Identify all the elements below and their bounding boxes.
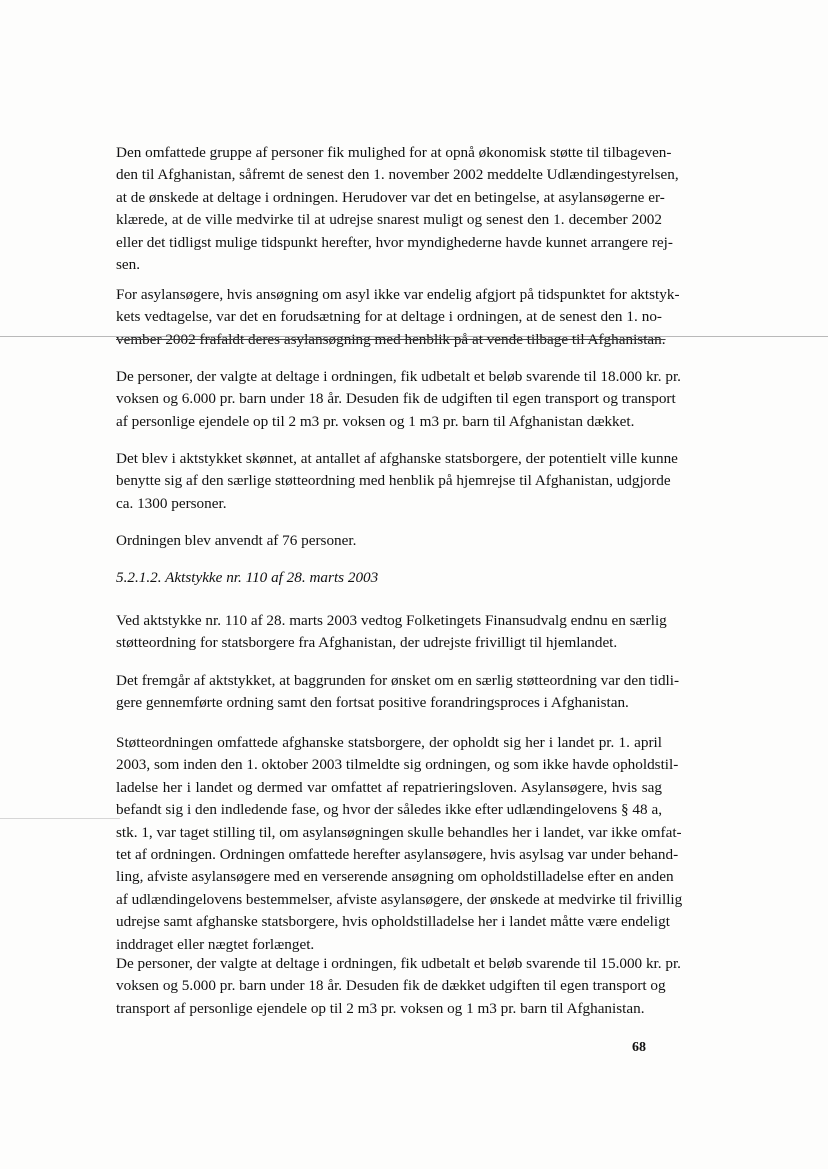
paragraph-line: voksen og 5.000 pr. barn under 18 år. Desuden fik de dækket udgiften til egen transport og bbox=[116, 977, 666, 995]
paragraph-line: De personer, der valgte at deltage i ordningen, fik udbetalt et beløb svarende til 15.000 kr. pr. bbox=[116, 955, 681, 972]
paragraph-line: For asylansøgere, hvis ansøgning om asyl ikke var endelig afgjort på tidspunktet for aktstyk- bbox=[116, 286, 680, 303]
paragraph-7 bbox=[116, 670, 680, 715]
paragraph-line: transport af personlige ejendele op til 2 m3 pr. voksen og 1 m3 pr. barn til Afghanistan. bbox=[116, 999, 645, 1017]
paragraph-line: gere gennemførte ordning samt den fortsat positive forandringsproces i Afghanistan. bbox=[116, 694, 629, 712]
paragraph-8 bbox=[116, 732, 683, 956]
page-number: 68 bbox=[632, 1040, 646, 1055]
paragraph-line: Ordningen blev anvendt af 76 personer. bbox=[116, 532, 357, 549]
paragraph-line: befandt sig i den indledende fase, og hvor der således ikke efter udlændingelovens § 48 a, bbox=[116, 801, 662, 819]
paragraph-line: Den omfattede gruppe af personer fik mulighed for at opnå økonomisk støtte til tilbageven- bbox=[116, 144, 672, 161]
paragraph-5 bbox=[116, 530, 662, 552]
paragraph-line: tet af ordningen. Ordningen omfattede herefter asylansøgere, hvis asylsag var under behand- bbox=[116, 846, 679, 864]
paragraph-line: at de ønskede at deltage i ordningen. Herudover var det en betingelse, at asylansøgerne er- bbox=[116, 188, 665, 206]
paragraph-line: Det blev i aktstykket skønnet, at antallet af afghanske statsborgere, der potentielt ville kunne bbox=[116, 450, 678, 467]
paragraph-line: ladelse her i landet og dermed var omfattet af repatrieringsloven. Asylansøgere, hvis sag bbox=[116, 778, 662, 796]
scan-artifact-line-2 bbox=[0, 818, 120, 819]
paragraph-line: kets vedtagelse, var det en forudsætning for at deltage i ordningen, at de senest den 1. no- bbox=[116, 308, 662, 326]
paragraph-line-struck: vember 2002 frafaldt deres asylansøgning med henblik på at vende tilbage til Afghanistan. bbox=[116, 330, 666, 348]
paragraph-line: voksen og 6.000 pr. barn under 18 år. Desuden fik de udgiften til egen transport og transport bbox=[116, 390, 676, 408]
paragraph-line: De personer, der valgte at deltage i ordningen, fik udbetalt et beløb svarende til 18.000 kr. pr. bbox=[116, 368, 681, 385]
paragraph-1 bbox=[116, 142, 679, 276]
paragraph-line: af udlændingelovens bestemmelser, afviste asylansøgere, der ønskede at medvirke til frivillig bbox=[116, 890, 683, 908]
paragraph-line: Det fremgår af aktstykket, at baggrunden for ønsket om en særlig støtteordning var den tidli- bbox=[116, 672, 680, 689]
paragraph-line: sen. bbox=[116, 256, 141, 274]
paragraph-line: eller det tidligst mulige tidspunkt herefter, hvor myndighederne havde kunnet arrangere rej- bbox=[116, 233, 673, 251]
paragraph-line: Støtteordningen omfattede afghanske statsborgere, der opholdt sig her i landet pr. 1. april bbox=[116, 734, 662, 751]
paragraph-6 bbox=[116, 610, 667, 655]
paragraph-line: inddraget eller nægtet forlænget. bbox=[116, 935, 315, 953]
paragraph-line: støtteordning for statsborgere fra Afghanistan, der udrejste frivilligt til hjemlandet. bbox=[116, 634, 618, 652]
paragraph-line: ca. 1300 personer. bbox=[116, 494, 227, 512]
paragraph-2 bbox=[116, 284, 680, 351]
paragraph-4 bbox=[116, 448, 678, 515]
paragraph-3 bbox=[116, 366, 681, 433]
paragraph-line: klærede, at de ville medvirke til at udrejse snarest muligt og senest den 1. december 2002 bbox=[116, 211, 662, 229]
paragraph-line: af personlige ejendele op til 2 m3 pr. voksen og 1 m3 pr. barn til Afghanistan dækket. bbox=[116, 412, 635, 430]
paragraph-line: stk. 1, var taget stilling til, om asylansøgningen skulle behandles her i landet, var ikke omfat- bbox=[116, 823, 682, 841]
paragraph-line: udrejse samt afghanske statsborgere, hvis opholdstilladelse her i landet måtte være endeligt bbox=[116, 913, 670, 931]
paragraph-9 bbox=[116, 953, 681, 1020]
paragraph-line: 2003, som inden den 1. oktober 2003 tilmeldte sig ordningen, og som ikke havde opholdstil- bbox=[116, 756, 679, 774]
paragraph-line: Ved aktstykke nr. 110 af 28. marts 2003 vedtog Folketingets Finansudvalg endnu en særlig bbox=[116, 612, 667, 629]
paragraph-line: benytte sig af den særlige støtteordning med henblik på hjemrejse til Afghanistan, udgjorde bbox=[116, 472, 671, 490]
section-heading: 5.2.1.2. Aktstykke nr. 110 af 28. marts 2003 bbox=[116, 569, 379, 586]
paragraph-line: ling, afviste asylansøgere med en verserende ansøgning om opholdstilladelse efter en anden bbox=[116, 868, 674, 886]
paragraph-line: den til Afghanistan, såfremt de senest den 1. november 2002 meddelte Udlændingestyrelsen, bbox=[116, 166, 679, 184]
